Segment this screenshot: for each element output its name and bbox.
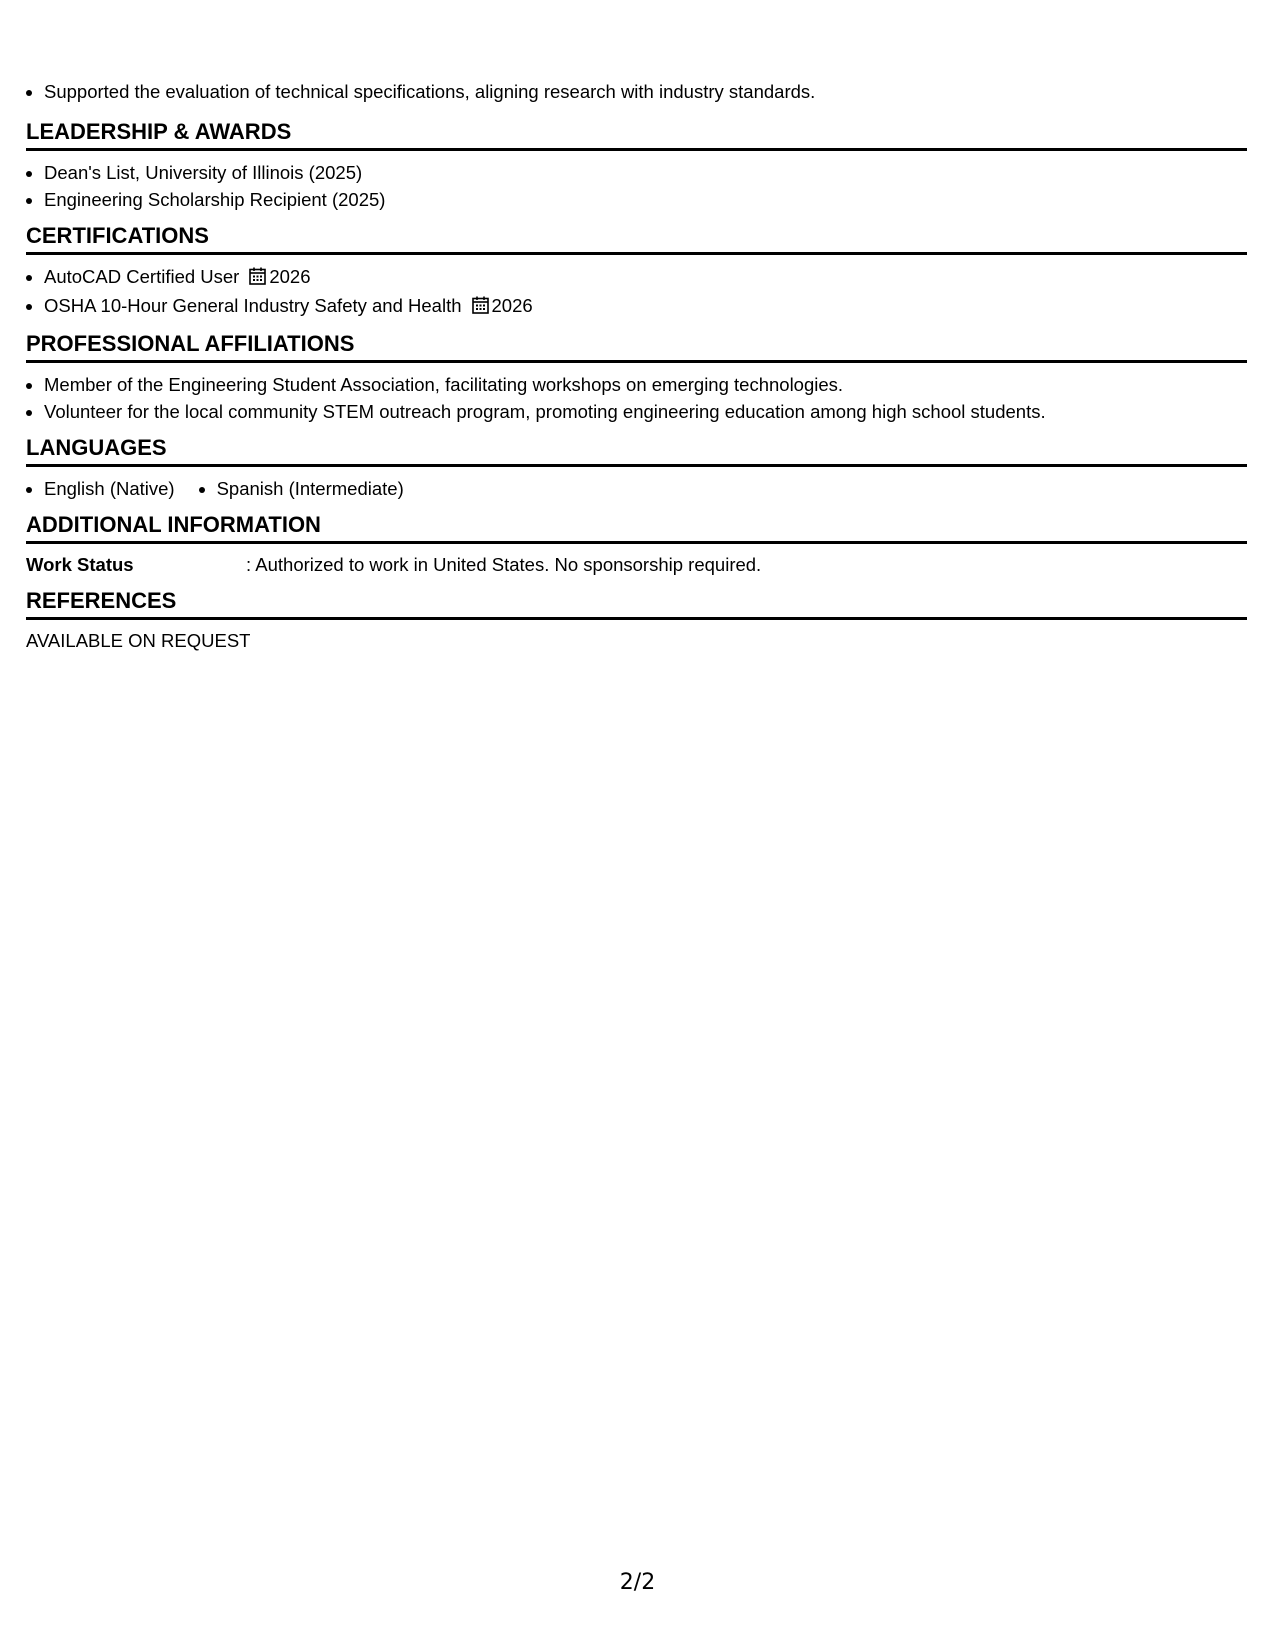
page-number: 2/2 — [619, 1570, 656, 1595]
work-status-value: : Authorized to work in United States. No sponsorship required. — [246, 554, 762, 575]
certification-item — [44, 263, 1247, 292]
certification-name: OSHA 10-Hour General Industry Safety and Health — [44, 295, 462, 316]
certification-item — [44, 292, 1247, 321]
additional-info-heading: ADDITIONAL INFORMATION — [26, 512, 1247, 544]
calendar-icon — [472, 294, 489, 321]
leadership-heading: LEADERSHIP & AWARDS — [26, 119, 1247, 151]
languages-heading: LANGUAGES — [26, 435, 1247, 467]
languages-list — [26, 475, 1247, 502]
affiliation-item: • Member of the Engineering Student Association, facilitating workshops on emerging technologies. — [44, 371, 1247, 398]
languages-section — [26, 435, 1247, 502]
experience-bullet: • Supported the evaluation of technical specifications, aligning research with industry standards. — [44, 78, 1247, 105]
calendar-icon — [249, 265, 266, 292]
affiliation-item: • Volunteer for the local community STEM outreach program, promoting engineering education among high school students. — [44, 398, 1247, 425]
leadership-section — [26, 119, 1247, 213]
certifications-section — [26, 223, 1247, 321]
affiliations-heading: PROFESSIONAL AFFILIATIONS — [26, 331, 1247, 363]
leadership-item: • Engineering Scholarship Recipient (2025) — [44, 186, 1247, 213]
affiliations-list — [26, 371, 1247, 425]
work-status-row — [26, 552, 1247, 578]
certifications-heading: CERTIFICATIONS — [26, 223, 1247, 255]
references-section — [26, 588, 1247, 654]
leadership-list — [26, 159, 1247, 213]
certifications-list — [26, 263, 1247, 321]
language-item: • Spanish (Intermediate) — [217, 475, 404, 502]
leadership-item: • Dean's List, University of Illinois (2025) — [44, 159, 1247, 186]
language-item: • English (Native) — [44, 475, 175, 502]
certification-name: AutoCAD Certified User — [44, 266, 240, 287]
additional-info-section — [26, 512, 1247, 578]
certification-year: 2026 — [491, 295, 533, 316]
certification-year: 2026 — [269, 266, 311, 287]
work-status-label: Work Status — [26, 554, 134, 575]
references-text: AVAILABLE ON REQUEST — [26, 630, 251, 651]
experience-bullet-list — [26, 78, 1247, 105]
affiliations-section — [26, 331, 1247, 425]
resume-page — [26, 78, 1247, 664]
references-heading: REFERENCES — [26, 588, 1247, 620]
